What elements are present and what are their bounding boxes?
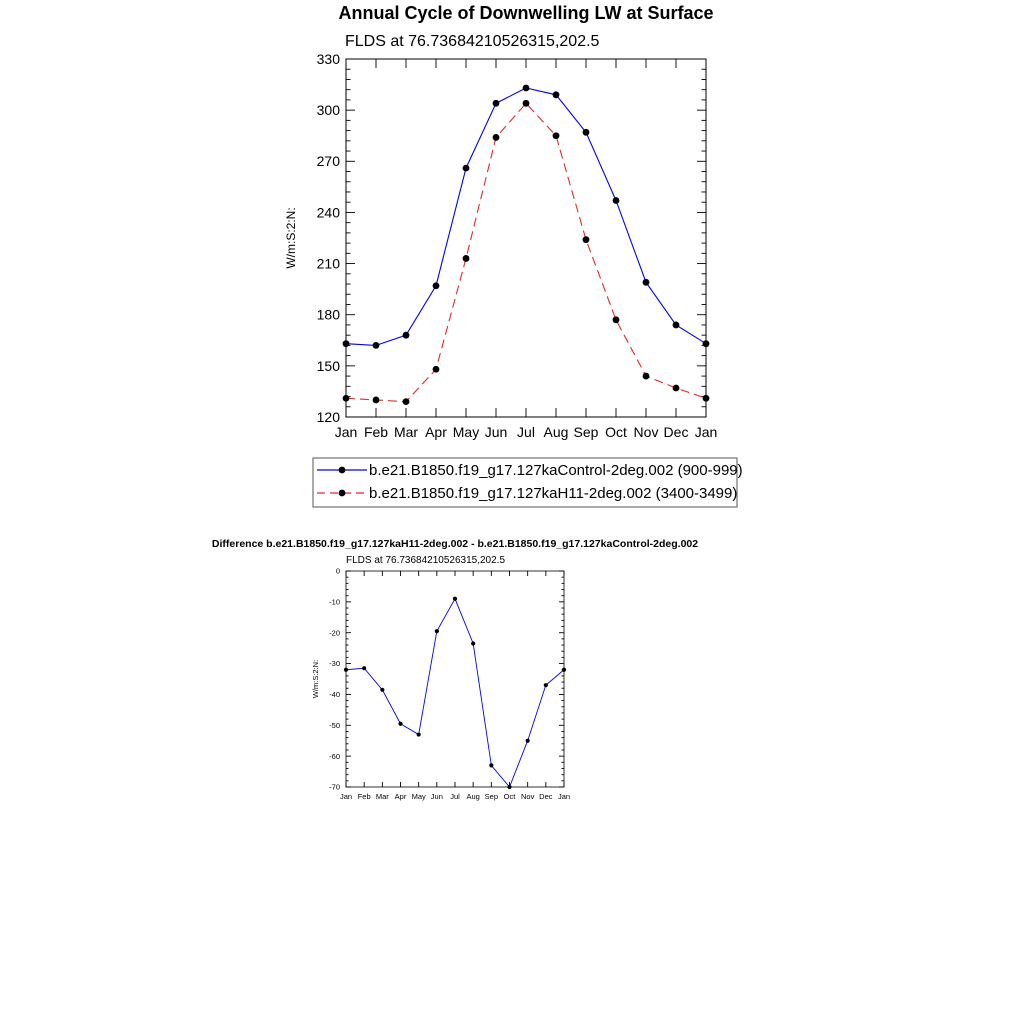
c2-xtick-label: May — [411, 792, 426, 801]
c1-series-0-point — [403, 332, 410, 339]
c1-xtick-label: Feb — [363, 424, 389, 440]
chart1-subtitle: FLDS at 76.73684210526315,202.5 — [345, 33, 600, 50]
c2-xtick-label: Jun — [430, 792, 443, 801]
c1-xtick-label: Jan — [334, 424, 358, 440]
c1-xtick-label: Oct — [605, 424, 627, 440]
c1-ytick-label: 240 — [316, 204, 340, 221]
legend-marker-h11 — [339, 490, 346, 497]
c1-ytick-label: 120 — [316, 408, 340, 425]
c2-ytick-label: 0 — [335, 566, 340, 576]
c2-xtick-label: Mar — [375, 792, 389, 801]
c2-series-0-point — [453, 597, 457, 601]
c1-ytick-label: 330 — [316, 50, 340, 67]
c1-xtick-label: Aug — [543, 424, 569, 440]
c1-xtick-label: Jan — [694, 424, 718, 440]
c1-ytick-label: 300 — [316, 102, 340, 119]
c1-series-0-point — [373, 342, 380, 349]
c2-series-0-point — [562, 668, 566, 672]
c2-xtick-label: Dec — [539, 792, 553, 801]
c1-xtick-label: Apr — [425, 424, 447, 440]
c1-series-1-point — [553, 132, 560, 139]
c1-xtick-label: Jun — [484, 424, 508, 440]
c2-ytick-label: -40 — [329, 690, 340, 700]
c1-series-1-point — [643, 373, 650, 380]
c2-series-0-point — [344, 668, 348, 672]
c1-xtick-label: May — [452, 424, 480, 440]
c1-ytick-label: 150 — [316, 357, 340, 374]
c2-series-0-point — [526, 739, 530, 743]
c2-series-0-point — [489, 763, 493, 767]
c2-series-0-point — [398, 722, 402, 726]
c1-series-1-point — [373, 397, 380, 404]
c1-series-0-point — [673, 322, 680, 329]
c2-series-0-point — [417, 732, 421, 736]
c2-xtick-label: Jan — [557, 792, 571, 801]
c1-series-1-point — [463, 255, 470, 262]
chart2-title: Difference b.e21.B1850.f19_g17.127kaH11-2deg.002 - b.e21.B1850.f19_g17.127kaControl-2deg.002 — [211, 538, 699, 550]
c1-series-1-point — [343, 395, 350, 402]
c1-series-0-line — [346, 88, 706, 345]
c1-series-0-point — [523, 85, 530, 92]
c1-ytick-label: 210 — [316, 255, 340, 272]
c2-xtick-label: Jul — [450, 792, 460, 801]
chart2-plot-frame — [346, 571, 564, 787]
chart1-title: Annual Cycle of Downwelling LW at Surface — [338, 3, 714, 23]
legend-entry-h11 — [317, 485, 737, 502]
c1-series-0-point — [703, 340, 710, 347]
c1-series-0-point — [493, 100, 500, 107]
c2-series-0-point — [507, 785, 511, 789]
c2-xtick-label: Oct — [503, 792, 516, 801]
c1-series-0-point — [583, 129, 590, 136]
c1-xtick-label: Mar — [393, 424, 419, 440]
c1-series-0-point — [463, 165, 470, 172]
c2-xtick-label: Feb — [357, 792, 371, 801]
c2-xtick-label: Jan — [339, 792, 353, 801]
c2-ytick-label: -60 — [329, 751, 340, 761]
c1-series-0-point — [613, 197, 620, 204]
annual-cycle-chart — [284, 3, 743, 507]
c1-series-0-point — [643, 279, 650, 286]
c2-series-0-point — [544, 683, 548, 687]
c1-series-0-point — [343, 340, 350, 347]
chart1-y-axis-label: W/m:S:2:N: — [284, 207, 298, 269]
c2-ytick-label: -10 — [329, 597, 340, 607]
c1-series-1-point — [703, 395, 710, 402]
c2-ytick-label: -20 — [329, 628, 340, 638]
c1-series-1-point — [403, 398, 410, 405]
c2-series-0-point — [471, 641, 475, 645]
c1-ytick-label: 270 — [316, 153, 340, 170]
c2-xtick-label: Nov — [520, 792, 535, 801]
c1-series-1-point — [613, 316, 620, 323]
c1-xtick-label: Dec — [663, 424, 689, 440]
c2-series-0-point — [362, 666, 366, 670]
c1-series-0-point — [553, 91, 560, 98]
c1-xtick-label: Jul — [517, 424, 535, 440]
legend-label-h11: b.e21.B1850.f19_g17.127kaH11-2deg.002 (3400-3499) — [369, 485, 738, 502]
legend-marker-control — [339, 467, 346, 474]
c2-ytick-label: -50 — [329, 720, 340, 730]
c1-series-1-point — [673, 385, 680, 392]
c1-series-1-point — [583, 236, 590, 243]
c1-series-1-point — [523, 100, 530, 107]
c2-ytick-label: -30 — [329, 659, 340, 669]
c1-xtick-label: Nov — [633, 424, 659, 440]
c2-xtick-label: Sep — [484, 792, 499, 801]
legend-entry-control — [317, 462, 743, 479]
c1-ytick-label: 180 — [316, 306, 340, 323]
c1-series-1-point — [433, 366, 440, 373]
c2-xtick-label: Apr — [394, 792, 407, 801]
c1-series-1-line — [346, 103, 706, 401]
c2-xtick-label: Aug — [466, 792, 480, 801]
chart1-legend — [313, 458, 743, 507]
c1-series-0-point — [433, 282, 440, 289]
chart1-plot-frame — [346, 59, 706, 417]
difference-chart — [212, 538, 698, 801]
c2-series-0-point — [435, 629, 439, 633]
c1-xtick-label: Sep — [573, 424, 599, 440]
c2-ytick-label: -70 — [329, 782, 340, 792]
c2-series-0-line — [346, 599, 564, 787]
chart2-subtitle: FLDS at 76.73684210526315,202.5 — [346, 555, 506, 566]
c1-series-1-point — [493, 134, 500, 141]
legend-label-control: b.e21.B1850.f19_g17.127kaControl-2deg.002 (900-999) — [369, 462, 743, 479]
chart2-y-axis-label: W/m:S:2:N: — [311, 659, 320, 699]
c2-series-0-point — [380, 688, 384, 692]
